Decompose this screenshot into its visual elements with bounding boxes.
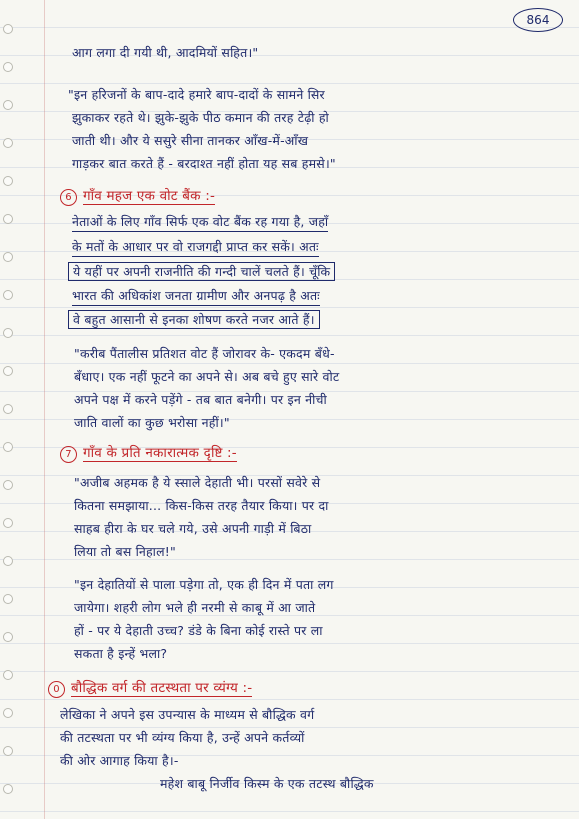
binder-hole <box>3 328 13 338</box>
section-heading-6 <box>60 186 215 206</box>
text-line: गाड़कर बात करते हैं - बरदाश्त नहीं होता यह सब हमसे।" <box>72 156 336 171</box>
section-number: 7 <box>60 446 77 463</box>
binder-hole <box>3 24 13 34</box>
binder-hole <box>3 708 13 718</box>
text-line: ये यहीं पर अपनी राजनीति की गन्दी चालें चलते हैं। चूँकि <box>68 262 335 281</box>
binder-hole <box>3 252 13 262</box>
binder-hole <box>3 62 13 72</box>
text-line: लिया तो बस निहाल!" <box>74 544 176 559</box>
binder-holes <box>3 0 13 819</box>
text-line: "इन हरिजनों के बाप-दादे हमारे बाप-दादों के सामने सिर <box>68 87 325 102</box>
binder-hole <box>3 404 13 414</box>
text-line: वे बहुत आसानी से इनका शोषण करते नजर आते हैं। <box>68 310 320 329</box>
text-line: साहब हीरा के घर चले गये, उसे अपनी गाड़ी में बिठा <box>74 521 312 536</box>
section-heading-7 <box>60 443 237 463</box>
text-line: "अजीब अहमक है ये स्साले देहाती भी। परसों सवेरे से <box>74 475 321 490</box>
binder-hole <box>3 670 13 680</box>
binder-hole <box>3 594 13 604</box>
section-heading-text: बौद्धिक वर्ग की तटस्थता पर व्यंग्य :- <box>71 680 253 696</box>
binder-hole <box>3 138 13 148</box>
text-line: सकता है इन्हें भला? <box>74 646 168 661</box>
binder-hole <box>3 556 13 566</box>
text-line: के मतों के आधार पर वो राजगद्दी प्राप्त कर सकें। अतः <box>72 238 319 257</box>
margin-line <box>44 0 45 819</box>
section-heading-text: गाँव महज एक वोट बैंक :- <box>83 188 216 204</box>
text-line: कितना समझाया... किस-किस तरह तैयार किया। पर दा <box>74 498 329 513</box>
binder-hole <box>3 176 13 186</box>
binder-hole <box>3 290 13 300</box>
text-line: हों - पर ये देहाती उच्च? डंडे के बिना कोई रास्ते पर ला <box>74 623 323 638</box>
text-line: झुकाकर रहते थे। झुके-झुके पीठ कमान की तरह टेढ़ी हो <box>72 110 329 125</box>
text-line: महेश बाबू निर्जीव किस्म के एक तटस्थ बौद्धिक <box>160 776 374 791</box>
binder-hole <box>3 784 13 794</box>
binder-hole <box>3 518 13 528</box>
text-line: "इन देहातियों से पाला पड़ेगा तो, एक ही दिन में पता लग <box>74 577 334 592</box>
binder-hole <box>3 746 13 756</box>
section-number: 6 <box>60 189 77 206</box>
text-line: नेताओं के लिए गाँव सिर्फ एक वोट बैंक रह गया है, जहाँ <box>72 213 328 232</box>
section-number: 0 <box>48 681 65 698</box>
binder-hole <box>3 366 13 376</box>
section-heading-text: गाँव के प्रति नकारात्मक दृष्टि :- <box>83 445 237 461</box>
text-line: अपने पक्ष में करने पड़ेंगे - तब बात बनेगी। पर इन नीची <box>74 392 327 407</box>
binder-hole <box>3 442 13 452</box>
text-line: जायेगा। शहरी लोग भले ही नरमी से काबू में आ जाते <box>74 600 316 615</box>
text-line: भारत की अधिकांश जनता ग्रामीण और अनपढ़ है अतः <box>72 287 320 306</box>
text-line: जाती थी। और ये ससुरे सीना तानकर आँख-में-आँख <box>72 133 309 148</box>
text-line: "करीब पैंतालीस प्रतिशत वोट हैं जोरावर के- एकदम बँधे- <box>74 346 335 361</box>
text-line: लेखिका ने अपने इस उपन्यास के माध्यम से बौद्धिक वर्ग <box>60 707 315 722</box>
text-line: की तटस्थता पर भी व्यंग्य किया है, उन्हें अपने कर्तव्यों <box>60 730 305 745</box>
section-heading-8 <box>48 678 252 698</box>
binder-hole <box>3 632 13 642</box>
text-line: बँधाए। एक नहीं फूटने का अपने से। अब बचे हुए सारे वोट <box>74 369 340 384</box>
binder-hole <box>3 480 13 490</box>
binder-hole <box>3 100 13 110</box>
binder-hole <box>3 214 13 224</box>
text-line: की ओर आगाह किया है।- <box>60 753 179 768</box>
page-number: 864 <box>513 8 563 32</box>
text-line: जाति वालों का कुछ भरोसा नहीं।" <box>74 415 230 430</box>
text-line: आग लगा दी गयी थी, आदमियों सहित।" <box>72 45 259 60</box>
